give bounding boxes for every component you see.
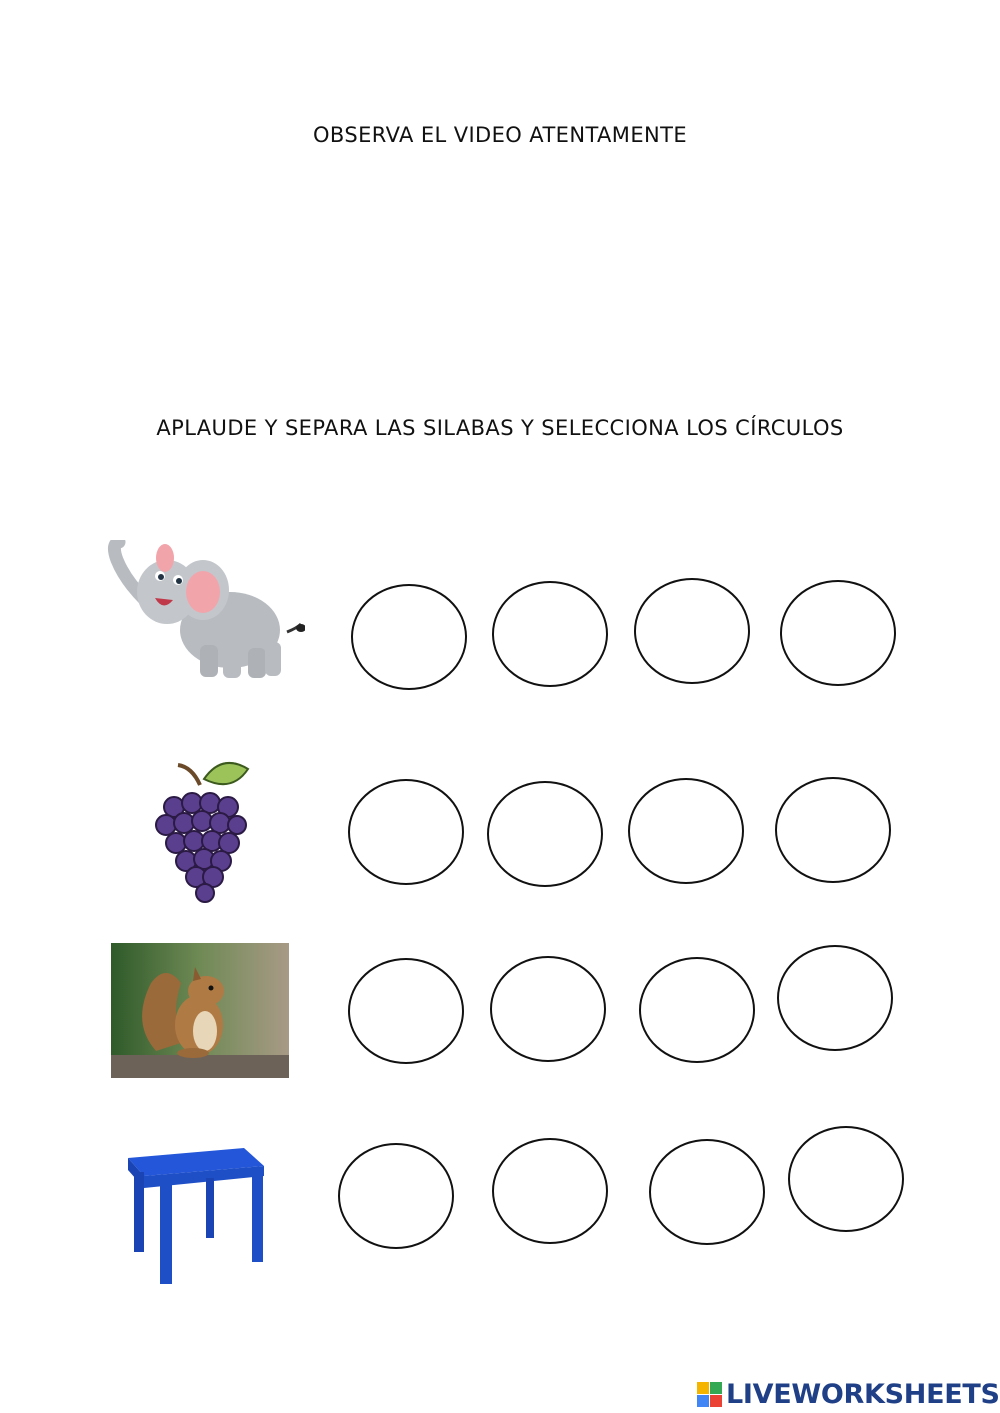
- table-image: [114, 1130, 276, 1292]
- syllable-circle[interactable]: [348, 779, 464, 885]
- grapes-image: [152, 755, 252, 905]
- syllable-circle[interactable]: [348, 958, 464, 1064]
- syllable-circle[interactable]: [492, 581, 608, 687]
- brand-name: LIVEWORKSHEETS: [726, 1378, 1000, 1410]
- syllable-circle[interactable]: [777, 945, 893, 1051]
- task-instruction: APLAUDE Y SEPARA LAS SILABAS Y SELECCIONA LOS CÍRCULOS: [156, 416, 844, 440]
- page-title: OBSERVA EL VIDEO ATENTAMENTE: [312, 123, 687, 147]
- syllable-circle[interactable]: [634, 578, 750, 684]
- syllable-circle[interactable]: [649, 1139, 765, 1245]
- syllable-circle[interactable]: [775, 777, 891, 883]
- syllable-circle[interactable]: [628, 778, 744, 884]
- syllable-circle[interactable]: [351, 584, 467, 690]
- syllable-circle[interactable]: [639, 957, 755, 1063]
- syllable-circle[interactable]: [338, 1143, 454, 1249]
- liveworksheets-logo: [697, 1376, 1000, 1412]
- syllable-circle[interactable]: [490, 956, 606, 1062]
- logo-icon: [697, 1382, 722, 1407]
- syllable-circle[interactable]: [788, 1126, 904, 1232]
- syllable-circle[interactable]: [492, 1138, 608, 1244]
- squirrel-image: [111, 943, 289, 1078]
- elephant-image: [105, 540, 305, 685]
- syllable-circle[interactable]: [780, 580, 896, 686]
- syllable-circle[interactable]: [487, 781, 603, 887]
